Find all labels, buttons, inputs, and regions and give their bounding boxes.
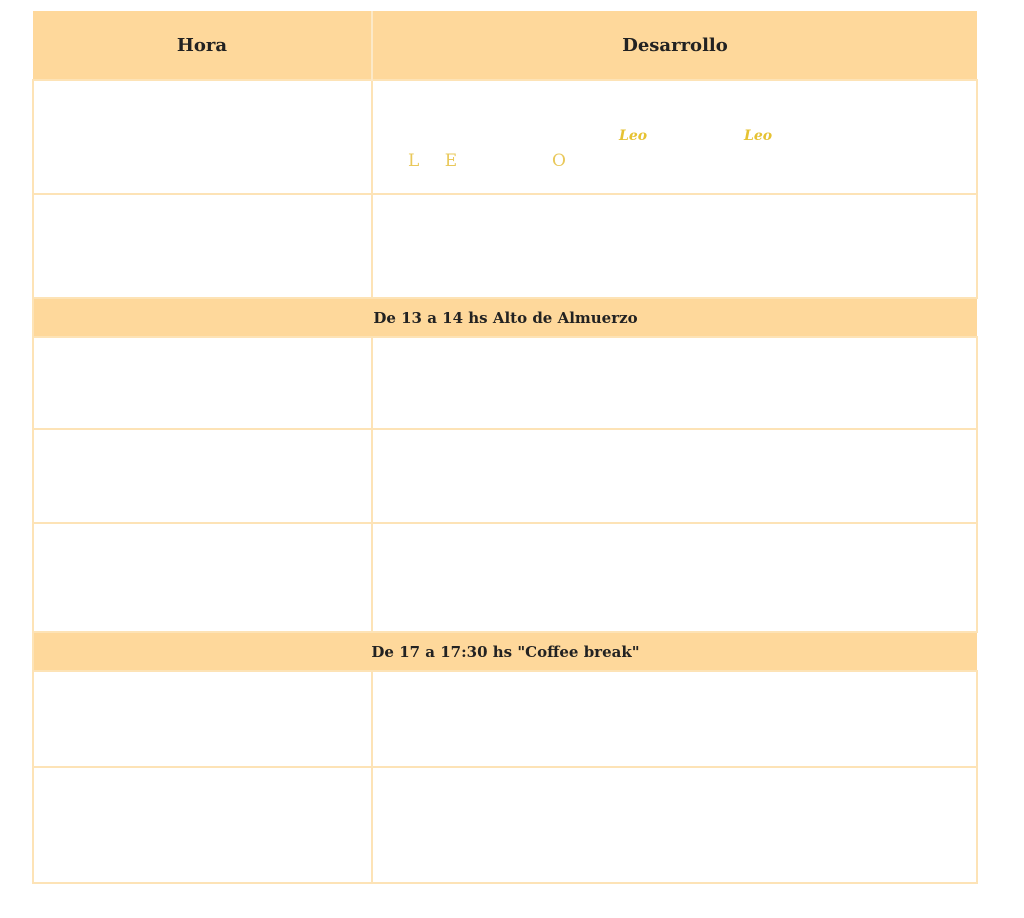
hora-cell[interactable]	[33, 194, 372, 298]
desarrollo-cell[interactable]	[372, 429, 977, 523]
table-row	[33, 337, 977, 429]
faint-text-letter: O	[552, 151, 566, 171]
header-desarrollo: Desarrollo	[372, 11, 977, 80]
table-row	[33, 80, 977, 194]
table-row	[33, 767, 977, 883]
hora-cell[interactable]	[33, 671, 372, 767]
schedule-table	[32, 11, 978, 884]
desarrollo-cell[interactable]	[372, 337, 977, 429]
desarrollo-cell[interactable]	[372, 80, 977, 194]
faint-text-leo: Leo	[744, 128, 773, 144]
coffee-banner-row	[33, 632, 977, 671]
table-row	[33, 523, 977, 632]
hora-cell[interactable]	[33, 429, 372, 523]
hora-cell[interactable]	[33, 523, 372, 632]
table-row	[33, 429, 977, 523]
hora-cell[interactable]	[33, 767, 372, 883]
desarrollo-cell[interactable]	[372, 194, 977, 298]
hora-cell[interactable]	[33, 337, 372, 429]
desarrollo-cell[interactable]	[372, 767, 977, 883]
header-hora: Hora	[33, 11, 372, 80]
desarrollo-cell[interactable]	[372, 523, 977, 632]
faint-text-letters: L E	[408, 151, 468, 171]
hora-cell[interactable]	[33, 80, 372, 194]
lunch-banner-row	[33, 298, 977, 337]
table-row	[33, 671, 977, 767]
header-row	[33, 11, 977, 80]
faint-text-leo: Leo	[619, 128, 648, 144]
desarrollo-cell[interactable]	[372, 671, 977, 767]
coffee-break-banner: De 17 a 17:30 hs "Coffee break"	[33, 632, 977, 671]
table-row	[33, 194, 977, 298]
lunch-banner: De 13 a 14 hs Alto de Almuerzo	[33, 298, 977, 337]
